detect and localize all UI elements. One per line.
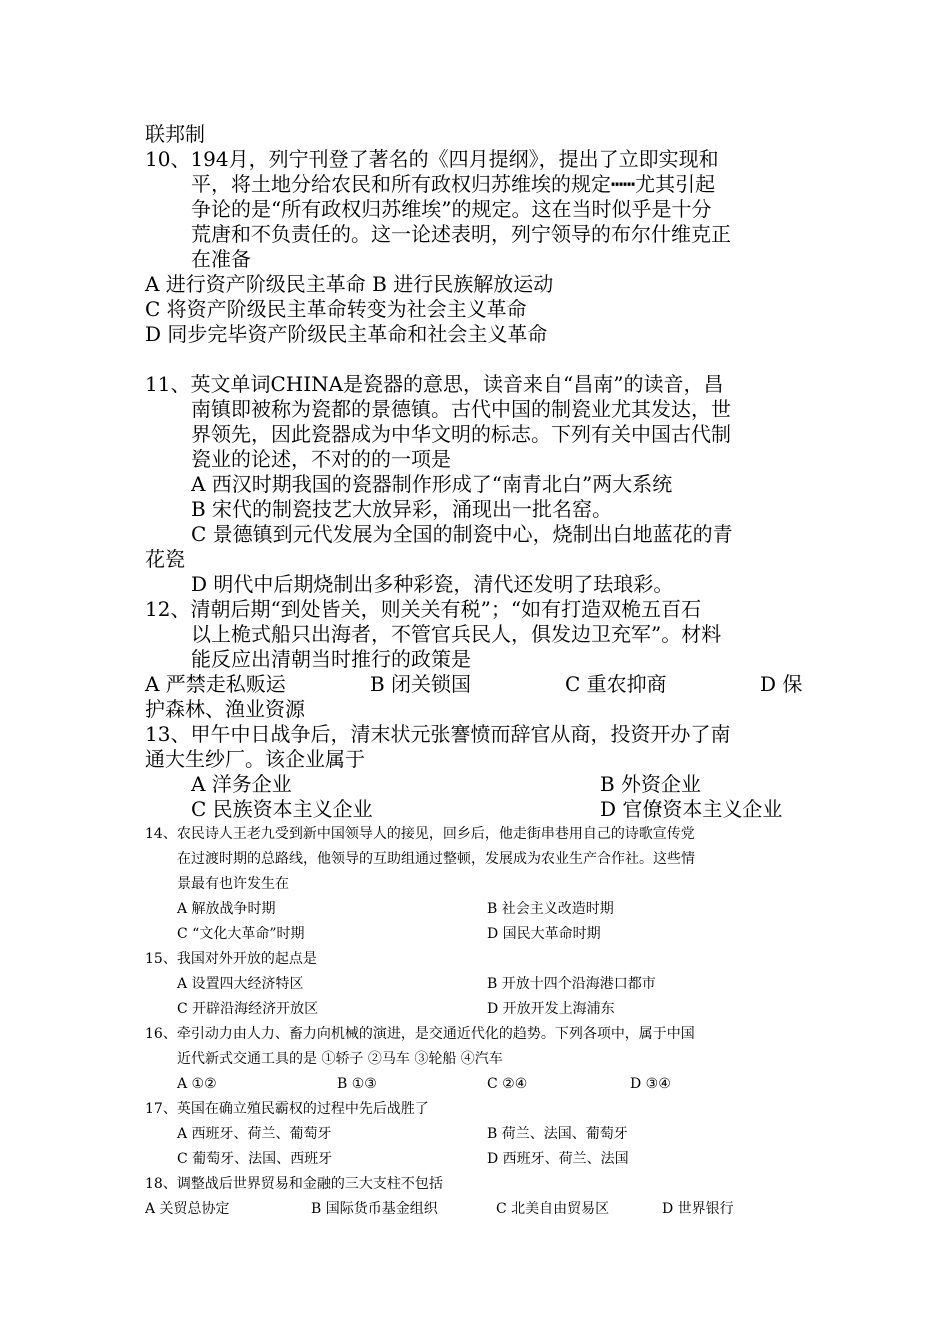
option-d: D 世界银行 bbox=[662, 1201, 734, 1217]
question-18-line: 18、调整战后世界贸易和金融的三大支柱不包括 bbox=[145, 1176, 443, 1192]
question-10-line: 10、194月，列宁刊登了著名的《四月提纲》，提出了立即实现和 bbox=[145, 147, 719, 171]
option-line: C 将资产阶级民主革命转变为社会主义革命 bbox=[145, 297, 527, 321]
question-10-line: 荒唐和不负责任的。这一论述表明，列宁领导的布尔什维克正 bbox=[191, 222, 731, 246]
option-d: D 西班牙、荷兰、法国 bbox=[487, 1151, 629, 1167]
option-a: A 西班牙、荷兰、葡萄牙 bbox=[177, 1126, 332, 1142]
option-b: B 外资企业 bbox=[600, 772, 702, 796]
question-10-line: 争论的是“所有政权归苏维埃”的规定。这在当时似乎是十分 bbox=[191, 197, 712, 221]
option-line: D 同步完毕资产阶级民主革命和社会主义革命 bbox=[145, 322, 548, 346]
option-b: B 社会主义改造时期 bbox=[487, 901, 614, 917]
question-16-line: 16、牵引动力由人力、畜力向机械的演进，是交通近代化的趋势。下列各项中，属于中国 bbox=[145, 1026, 695, 1042]
option-line: C 景德镇到元代发展为全国的制瓷中心，烧制出白地蓝花的青 bbox=[191, 522, 733, 546]
text-line: 联邦制 bbox=[145, 122, 205, 146]
option-line: D 明代中后期烧制出多种彩瓷，清代还发明了珐琅彩。 bbox=[191, 572, 674, 596]
option-line: A 西汉时期我国的瓷器制作形成了“南青北白”两大系统 bbox=[191, 472, 673, 496]
question-11-line: 南镇即被称为瓷都的景德镇。古代中国的制瓷业尤其发达，世 bbox=[191, 397, 731, 421]
question-12-line: 12、清朝后期“到处皆关，则关关有税”；“如有打造双桅五百石 bbox=[145, 597, 702, 621]
option-c: C 重农抑商 bbox=[565, 672, 667, 696]
option-a: A 解放战争时期 bbox=[177, 901, 276, 917]
question-11-line: 11、英文单词CHINA是瓷器的意思，读音来自“昌南”的读音，昌 bbox=[145, 372, 724, 396]
option-c: C 北美自由贸易区 bbox=[496, 1201, 610, 1217]
option-line: B 宋代的制瓷技艺大放异彩，涌现出一批名窑。 bbox=[191, 497, 613, 521]
question-10-line: 在准备 bbox=[191, 247, 251, 271]
option-a: A 关贸总协定 bbox=[145, 1201, 230, 1217]
question-14-line: 14、农民诗人王老九受到新中国领导人的接见，回乡后，他走街串巷用自己的诗歌宣传党 bbox=[145, 826, 695, 842]
option-d: D 开放开发上海浦东 bbox=[487, 1001, 615, 1017]
option-c: C 民族资本主义企业 bbox=[191, 797, 373, 821]
option-b: B 闭关锁国 bbox=[370, 672, 472, 696]
option-d-continued: 护森林、渔业资源 bbox=[145, 697, 305, 721]
question-14-line: 在过渡时期的总路线，他领导的互助组通过整顿，发展成为农业生产合作社。这些情 bbox=[177, 851, 695, 867]
option-c: C 葡萄牙、法国、西班牙 bbox=[177, 1151, 333, 1167]
option-c: C 开辟沿海经济开放区 bbox=[177, 1001, 319, 1017]
option-b: B 国际货币基金组织 bbox=[311, 1201, 438, 1217]
option-a: A 洋务企业 bbox=[191, 772, 292, 796]
option-b: B 开放十四个沿海港口都市 bbox=[487, 976, 656, 992]
option-d: D 国民大革命时期 bbox=[487, 926, 601, 942]
option-c: C “文化大革命”时期 bbox=[177, 926, 305, 942]
question-17-line: 17、英国在确立殖民霸权的过程中先后战胜了 bbox=[145, 1101, 429, 1117]
option-a: A 严禁走私贩运 bbox=[145, 672, 286, 696]
question-11-line: 瓷业的论述，不对的的一项是 bbox=[191, 447, 451, 471]
option-b: B ①③ bbox=[337, 1076, 377, 1092]
option-d: D ③④ bbox=[630, 1076, 671, 1092]
option-c: C ②④ bbox=[487, 1076, 528, 1092]
option-line: 花瓷 bbox=[145, 547, 185, 571]
question-16-line: 近代新式交通工具的是 ①轿子 ②马车 ③轮船 ④汽车 bbox=[177, 1051, 503, 1067]
option-b: B 荷兰、法国、葡萄牙 bbox=[487, 1126, 628, 1142]
option-d: D 官僚资本主义企业 bbox=[600, 797, 783, 821]
question-12-line: 能反应出清朝当时推行的政策是 bbox=[191, 647, 471, 671]
question-14-line: 景最有也许发生在 bbox=[177, 876, 289, 892]
option-a: A 设置四大经济特区 bbox=[177, 976, 304, 992]
question-10-line: 平，将土地分给农民和所有政权归苏维埃的规定┅┅尤其引起 bbox=[191, 172, 716, 196]
question-12-line: 以上桅式船只出海者，不管官兵民人，俱发边卫充军”。材料 bbox=[191, 622, 722, 646]
option-a: A ①② bbox=[177, 1076, 217, 1092]
question-13-line: 13、甲午中日战争后，清末状元张謇愤而辞官从商，投资开办了南 bbox=[145, 722, 731, 746]
option-line: A 进行资产阶级民主革命 B 进行民族解放运动 bbox=[145, 272, 554, 296]
option-d: D 保 bbox=[760, 672, 803, 696]
question-11-line: 界领先，因此瓷器成为中华文明的标志。下列有关中国古代制 bbox=[191, 422, 731, 446]
question-15-line: 15、我国对外开放的起点是 bbox=[145, 951, 317, 967]
question-13-line: 通大生纱厂。该企业属于 bbox=[145, 747, 365, 771]
